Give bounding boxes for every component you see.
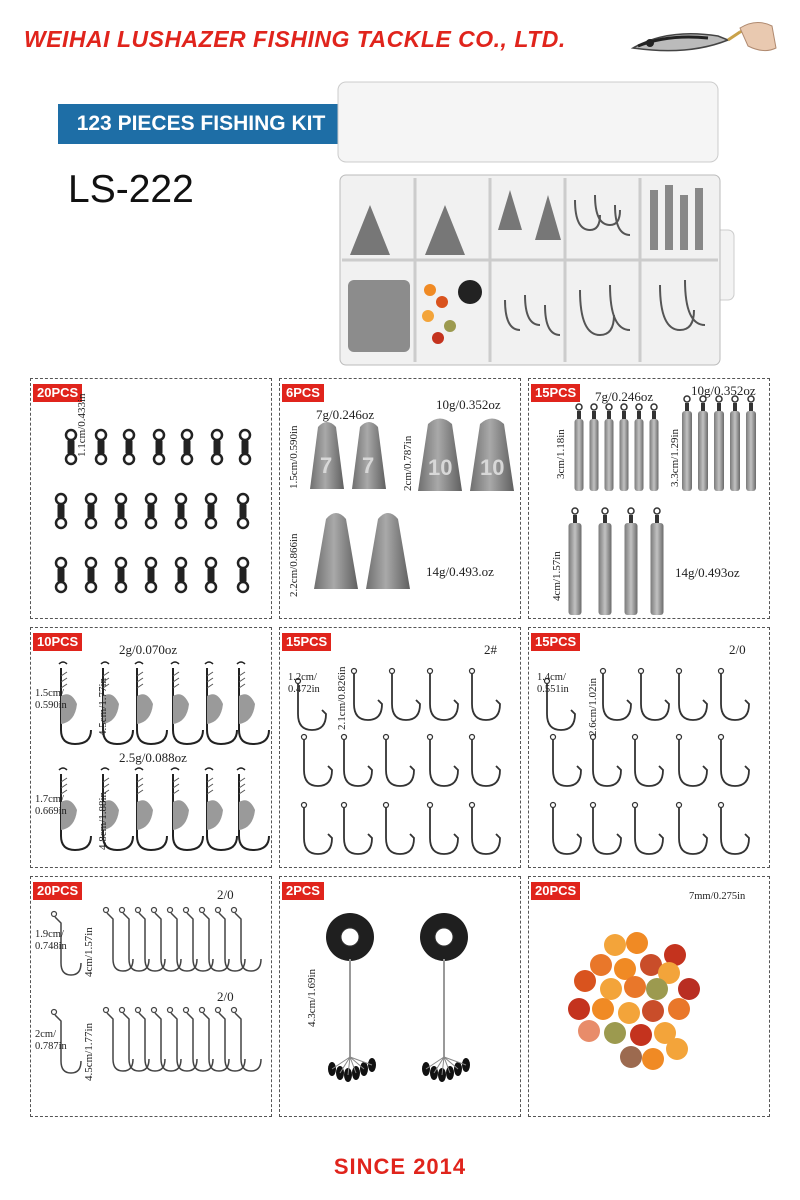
hook-icons [280, 628, 521, 868]
weight-label: 14g/0.493.oz [426, 564, 494, 579]
weight-mark: 7 [320, 453, 333, 478]
panel-hooks-2-0 [528, 627, 770, 868]
panel-beads [528, 876, 770, 1117]
swivel-icons [31, 379, 272, 619]
tackle-box-photo [330, 80, 735, 370]
count-badge: 20PCS [33, 384, 82, 402]
size-label: 4.8cm/1.88in [97, 791, 109, 850]
size-label: 1.5cm/0.590in [288, 425, 300, 489]
count-badge: 6PCS [282, 384, 324, 402]
size-label: 2.6cm/1.02in [587, 677, 599, 736]
size-label: 4cm/1.57in [551, 551, 563, 601]
panel-bobber-stops [279, 876, 521, 1117]
fishing-lure-hand-icon [628, 10, 778, 70]
size-label: 2cm/0.787in [402, 435, 414, 491]
count-badge: 10PCS [33, 633, 82, 651]
model-number: LS-222 [68, 168, 194, 211]
weight-mark: 7 [362, 453, 375, 478]
weight-mark: 10 [480, 455, 505, 480]
size-label: 7mm/0.275in [689, 891, 746, 902]
worm-hook-icons [31, 877, 272, 1117]
weighted-hook-icons [31, 628, 272, 868]
panel-dropshot-weights [528, 378, 770, 619]
weight-label: 7g/0.246oz [595, 389, 654, 404]
size-label: 3.3cm/1.29in [669, 428, 681, 487]
weight-label: 2g/0.070oz [119, 642, 178, 657]
size-label: 1.5cm/ [35, 688, 64, 699]
size-label: 4cm/1.57in [83, 927, 95, 977]
hook-icons [529, 628, 770, 868]
size-label: 1.7cm/ [35, 794, 64, 805]
weight-label: 2.5g/0.088oz [119, 750, 187, 765]
bead-icons [529, 877, 770, 1117]
size-label: 1.1cm/0.433in [76, 393, 88, 457]
weight-label: 10g/0.352oz [691, 383, 756, 398]
dropshot-weight-icons [529, 379, 770, 619]
panel-hooks-2 [279, 627, 521, 868]
size-label: 4.5cm/1.77in [83, 1022, 95, 1081]
size-label: 2.2cm/0.866in [288, 533, 300, 597]
size-label: 1.2cm/ [288, 672, 317, 683]
panel-worm-hooks [30, 876, 272, 1117]
size-label: 1.4cm/ [537, 672, 566, 683]
weight-label: 10g/0.352oz [436, 397, 501, 412]
company-name: WEIHAI LUSHAZER FISHING TACKLE CO., LTD. [24, 26, 566, 52]
size-label: 4.3cm/1.69in [306, 968, 318, 1027]
size-label: 0.590in [35, 700, 67, 711]
weight-label: 14g/0.493oz [675, 565, 740, 580]
hook-grade: 2/0 [729, 642, 746, 657]
size-label: 0.551in [537, 684, 569, 695]
size-label: 3cm/1.18in [555, 429, 567, 479]
count-badge: 20PCS [33, 882, 82, 900]
weight-label: 7g/0.246oz [316, 407, 375, 422]
count-badge: 15PCS [282, 633, 331, 651]
size-label: 0.748in [35, 941, 67, 952]
panel-bullet-weights [279, 378, 521, 619]
size-label: 0.472in [288, 684, 320, 695]
kit-banner: 123 PIECES FISHING KIT [58, 104, 344, 144]
size-label: 0.787in [35, 1041, 67, 1052]
panel-swivels [30, 378, 272, 619]
count-badge: 2PCS [282, 882, 324, 900]
hook-grade: 2# [484, 642, 497, 657]
weight-mark: 10 [428, 455, 453, 480]
size-label: 1.9cm/ [35, 929, 64, 940]
size-label: 4.5cm/1.77in [97, 677, 109, 736]
count-badge: 15PCS [531, 633, 580, 651]
hook-grade: 2/0 [217, 887, 234, 902]
since-tagline: SINCE 2014 [333, 1154, 467, 1179]
count-badge: 15PCS [531, 384, 580, 402]
size-label: 2cm/ [35, 1029, 56, 1040]
panel-weighted-hooks [30, 627, 272, 868]
hook-grade: 2/0 [217, 989, 234, 1004]
size-label: 2.1cm/0.826in [336, 666, 348, 730]
count-badge: 20PCS [531, 882, 580, 900]
size-label: 0.669in [35, 806, 67, 817]
